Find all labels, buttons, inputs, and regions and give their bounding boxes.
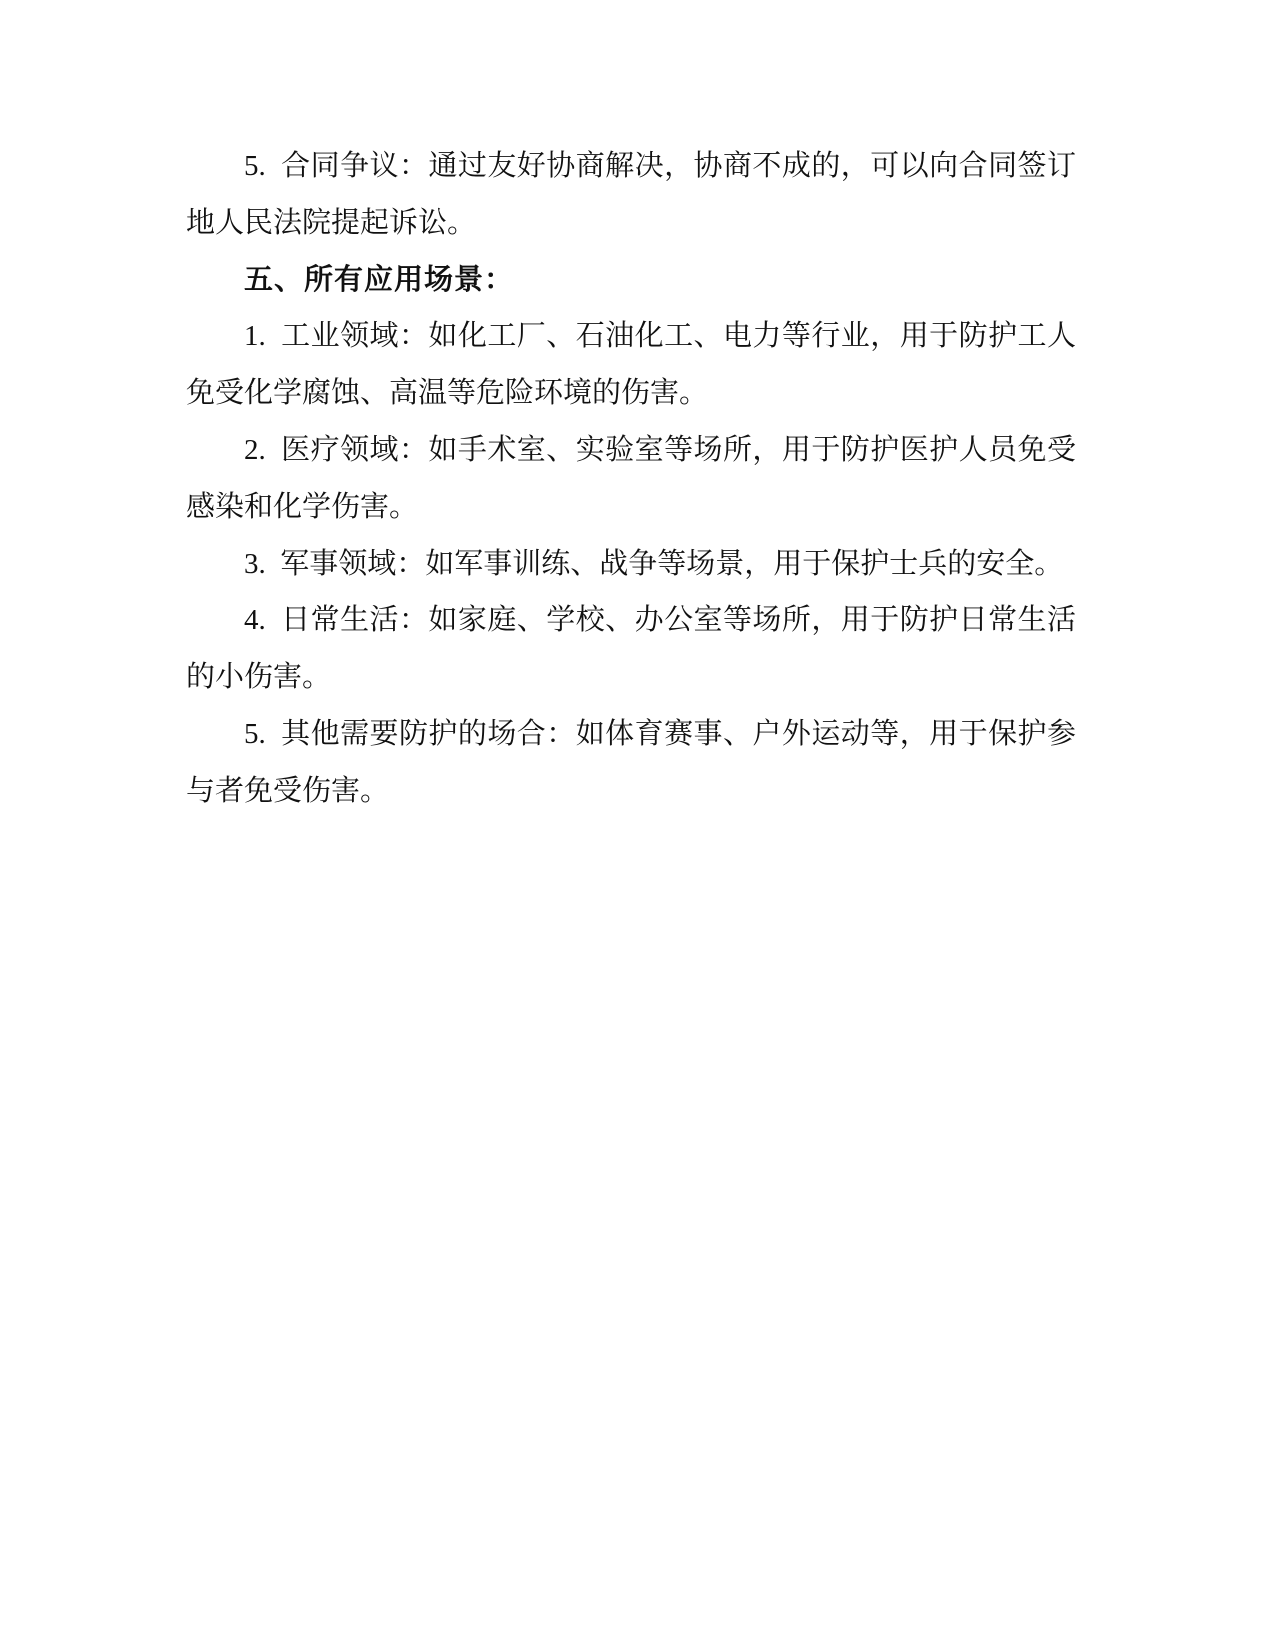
scenario-3-military: 3. 军事领域：如军事训练、战争等场景，用于保护士兵的安全。: [244, 547, 1064, 580]
scenario-5-other-occasions: 5. 其他需要防护的场合：如体育赛事、户外运动等，用于保护参与者免受伤害。: [186, 717, 1076, 807]
clause-5-contract-dispute: 5. 合同争议：通过友好协商解决，协商不成的，可以向合同签订地人民法院提起诉讼。: [186, 150, 1076, 239]
scenario-2-medical: 2. 医疗领域：如手术室、实验室等场所，用于防护医护人员免受感染和化学伤害。: [186, 433, 1076, 523]
document-text-block: [186, 138, 1076, 820]
section-heading-application-scenarios: 五、所有应用场景：: [244, 263, 515, 296]
scenario-4-daily-life: 4. 日常生活：如家庭、学校、办公室等场所，用于防护日常生活的小伤害。: [186, 604, 1076, 694]
scenario-1-industry: 1. 工业领域：如化工厂、石油化工、电力等行业，用于防护工人免受化学腐蚀、高温等危险环境的伤害。: [186, 320, 1076, 410]
